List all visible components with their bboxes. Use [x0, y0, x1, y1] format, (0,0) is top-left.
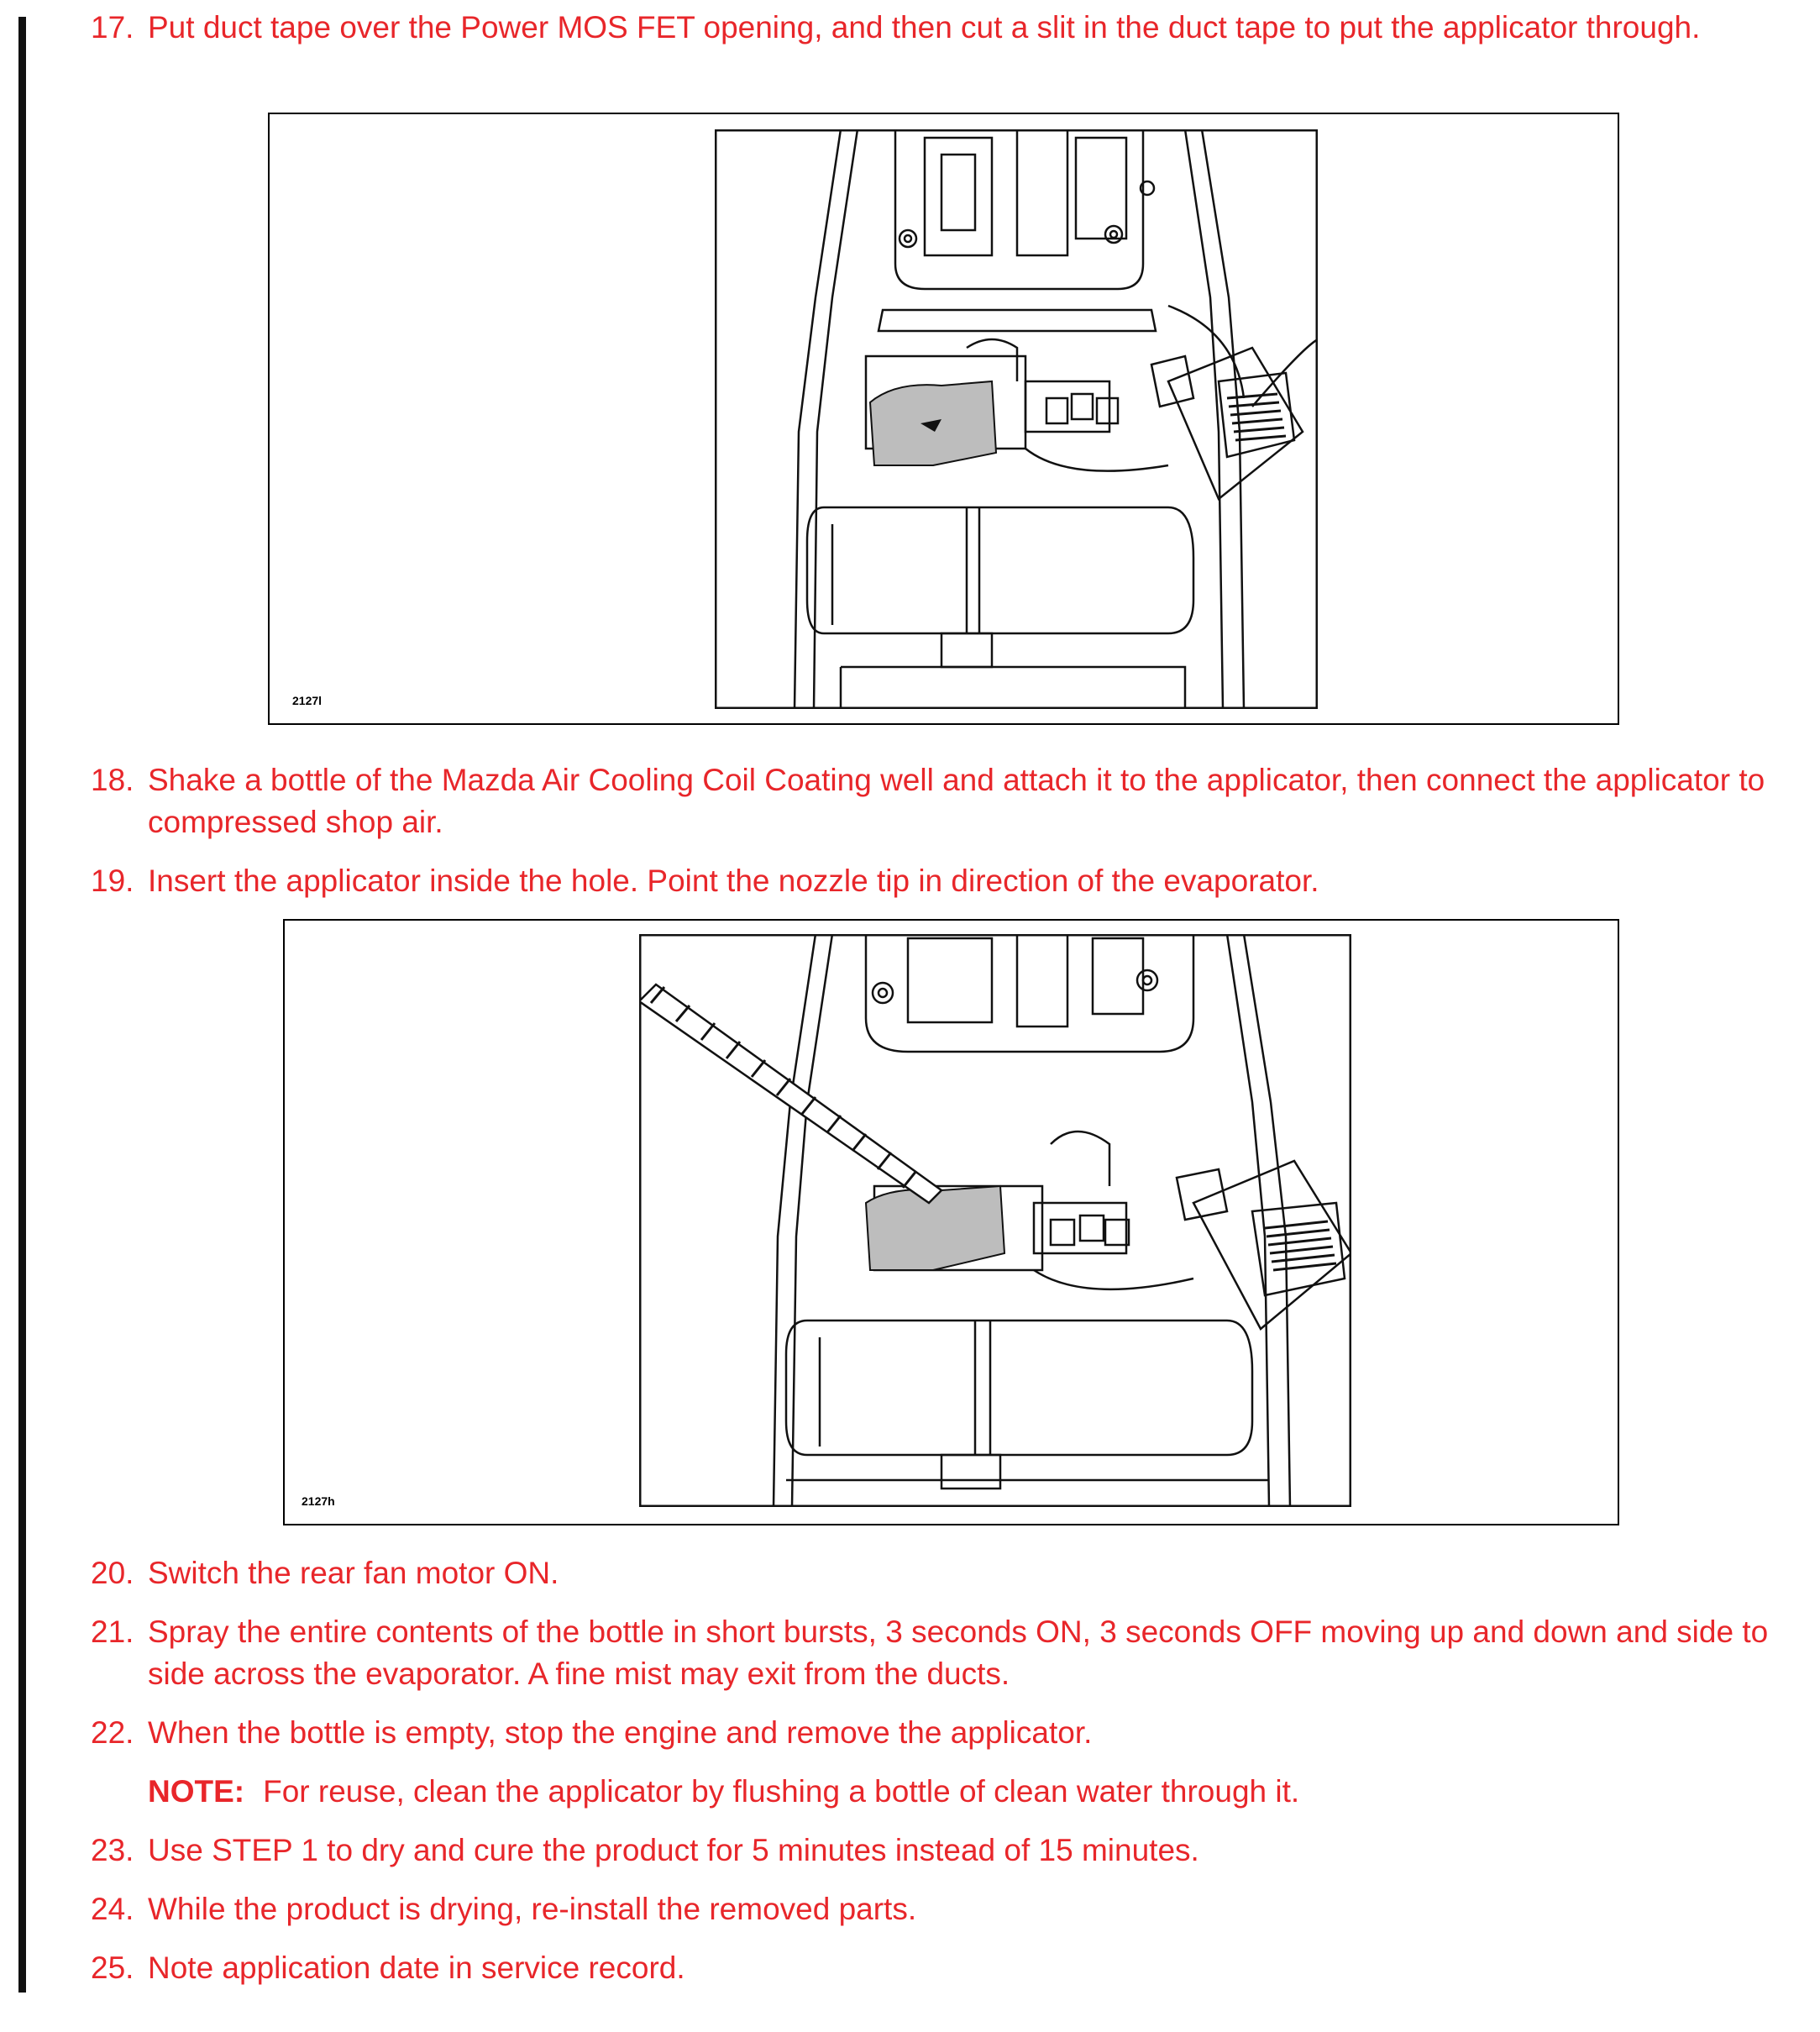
- step-number: 20.: [91, 1556, 134, 1590]
- change-bar: [18, 17, 26, 1993]
- step-text: Use STEP 1 to dry and cure the product for 5 minutes instead of 15 minutes.: [148, 1833, 1199, 1867]
- note-label: NOTE:: [148, 1774, 245, 1809]
- step-text: Shake a bottle of the Mazda Air Cooling Coil Coating well and attach it to the applicator, then connect the applicator to compressed shop air.: [148, 763, 1765, 839]
- note-text: For reuse, clean the applicator by flushing a bottle of clean water through it.: [263, 1774, 1300, 1809]
- step-17: [91, 7, 1787, 49]
- step-22: [91, 1712, 1787, 1754]
- step-text: Put duct tape over the Power MOS FET opening, and then cut a slit in the duct tape to put the applicator through.: [148, 10, 1701, 45]
- step-25: [91, 1947, 1787, 1989]
- step-18: [91, 759, 1787, 843]
- step-number: 18.: [91, 763, 134, 797]
- figure-code: 2127h: [302, 1494, 335, 1508]
- step-number: 17.: [91, 10, 134, 45]
- figure-applicator: [283, 919, 1619, 1525]
- step-21: [91, 1611, 1787, 1695]
- step-number: 23.: [91, 1833, 134, 1867]
- note: [148, 1771, 1299, 1813]
- applicator-inserted-into-slit-icon: [639, 934, 1351, 1507]
- figure-duct-tape: [268, 113, 1619, 725]
- step-19: [91, 860, 1787, 902]
- step-number: 22.: [91, 1715, 134, 1750]
- step-24: [91, 1888, 1787, 1930]
- step-number: 25.: [91, 1951, 134, 1985]
- step-number: 21.: [91, 1615, 134, 1649]
- step-number: 24.: [91, 1892, 134, 1926]
- step-text: When the bottle is empty, stop the engine and remove the applicator.: [148, 1715, 1093, 1750]
- step-23: [91, 1830, 1787, 1872]
- duct-tape-over-opening-icon: [715, 129, 1318, 709]
- step-text: Spray the entire contents of the bottle in short bursts, 3 seconds ON, 3 seconds OFF moving up and down and side to side across the evaporator. A fine mist may exit from the ducts.: [148, 1615, 1769, 1691]
- step-text: While the product is drying, re-install the removed parts.: [148, 1892, 917, 1926]
- figure-code: 2127l: [292, 694, 323, 707]
- step-text: Insert the applicator inside the hole. Point the nozzle tip in direction of the evaporator.: [148, 864, 1319, 898]
- step-number: 19.: [91, 864, 134, 898]
- step-text: Note application date in service record.: [148, 1951, 685, 1985]
- step-20: [91, 1552, 1787, 1594]
- step-text: Switch the rear fan motor ON.: [148, 1556, 559, 1590]
